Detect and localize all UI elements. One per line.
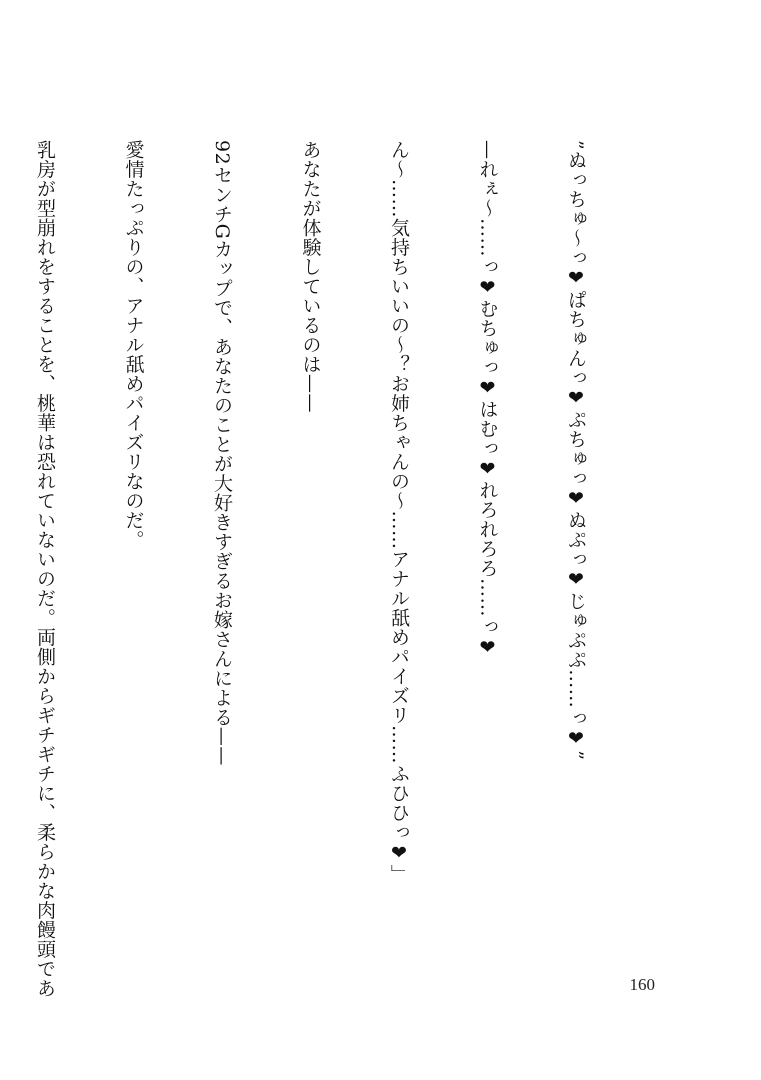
text-line: 愛情たっぷりの、アナル舐めパイズリなのだ。 [122, 140, 145, 550]
text-line: ん〜……気持ちいいの〜？お姉ちゃんの〜……アナル舐めパイズリ……ふひひっ❤」 [388, 140, 410, 884]
text-line: 乳房が型崩れをすることを、桃華は恐れていないのだ。両側からギチギチに、柔らかな肉饅頭であ [34, 140, 56, 998]
text-line: ”ぬっちゅ〜っ❤ぱちゅんっ❤ぷちゅっ❤ぬぷっ❤じゅぷぷ……っ❤” [565, 140, 587, 761]
page-number: 160 [629, 975, 655, 994]
text-line: 92センチGカップで、あなたのことが大好きすぎるお嫁さんによる—— [211, 140, 233, 766]
text-line: —れぇ〜……っ❤むちゅっ❤はむっ❤れろれろろ……っ❤ [476, 140, 499, 659]
text-line: あなたが体験しているのは—— [299, 140, 322, 413]
